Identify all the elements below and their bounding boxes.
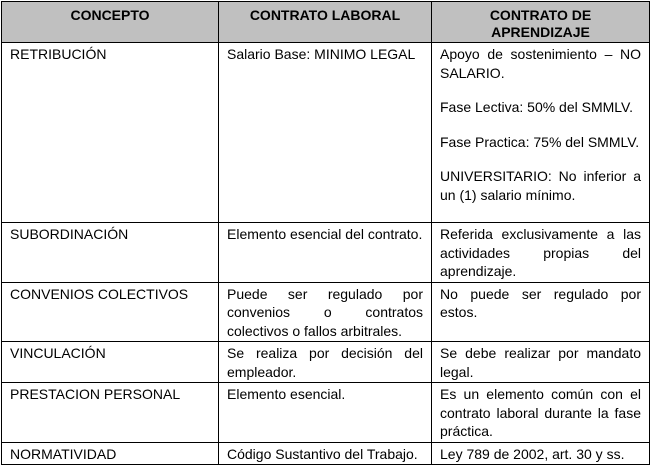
cell-paragraph: Apoyo de sostenimiento – NO SALARIO. [440, 46, 641, 81]
table-row-prestacion [2, 383, 650, 443]
cell-laboral: Elemento esencial. [219, 383, 432, 443]
table-row-subordinacion [2, 223, 650, 283]
cell-concepto: CONVENIOS COLECTIVOS [2, 282, 219, 342]
cell-paragraph: UNIVERSITARIO: No inferior a un (1) salario mínimo. [440, 168, 641, 203]
cell-concepto: RETRIBUCIÓN [2, 43, 219, 223]
header-contrato-laboral: CONTRATO LABORAL [219, 2, 432, 43]
cell-laboral: Se realiza por decisión del empleador. [219, 342, 432, 383]
cell-laboral: Puede ser regulado por convenios o contratos colectivos o fallos arbitrales. [219, 282, 432, 342]
cell-paragraph: Fase Lectiva: 50% del SMMLV. [440, 99, 633, 115]
comparison-table [1, 1, 650, 465]
cell-aprendizaje: Ley 789 de 2002, art. 30 y ss. [432, 442, 650, 465]
cell-aprendizaje: Es un elemento común con el contrato laboral durante la fase práctica. [432, 383, 650, 443]
cell-laboral: Elemento esencial del contrato. [219, 223, 432, 283]
cell-aprendizaje: Se debe realizar por mandato legal. [432, 342, 650, 383]
cell-paragraph: Fase Practica: 75% del SMMLV. [440, 133, 640, 150]
header-row [2, 2, 650, 43]
cell-aprendizaje [432, 43, 650, 223]
header-contrato-aprendizaje: CONTRATO DE APRENDIZAJE [432, 2, 650, 43]
cell-laboral: Salario Base: MINIMO LEGAL [219, 43, 432, 223]
table-row-normatividad [2, 442, 650, 465]
cell-concepto: VINCULACIÓN [2, 342, 219, 383]
cell-aprendizaje: No puede ser regulado por estos. [432, 282, 650, 342]
cell-concepto: PRESTACION PERSONAL [2, 383, 219, 443]
table-row-vinculacion [2, 342, 650, 383]
table-row-convenios [2, 282, 650, 342]
cell-concepto: SUBORDINACIÓN [2, 223, 219, 283]
table-row-retribucion [2, 43, 650, 223]
cell-aprendizaje: Referida exclusivamente a las actividades propias del aprendizaje. [432, 223, 650, 283]
comparison-table-container [1, 1, 650, 465]
cell-concepto: NORMATIVIDAD [2, 442, 219, 465]
header-concepto: CONCEPTO [2, 2, 219, 43]
cell-laboral: Código Sustantivo del Trabajo. [219, 442, 432, 465]
